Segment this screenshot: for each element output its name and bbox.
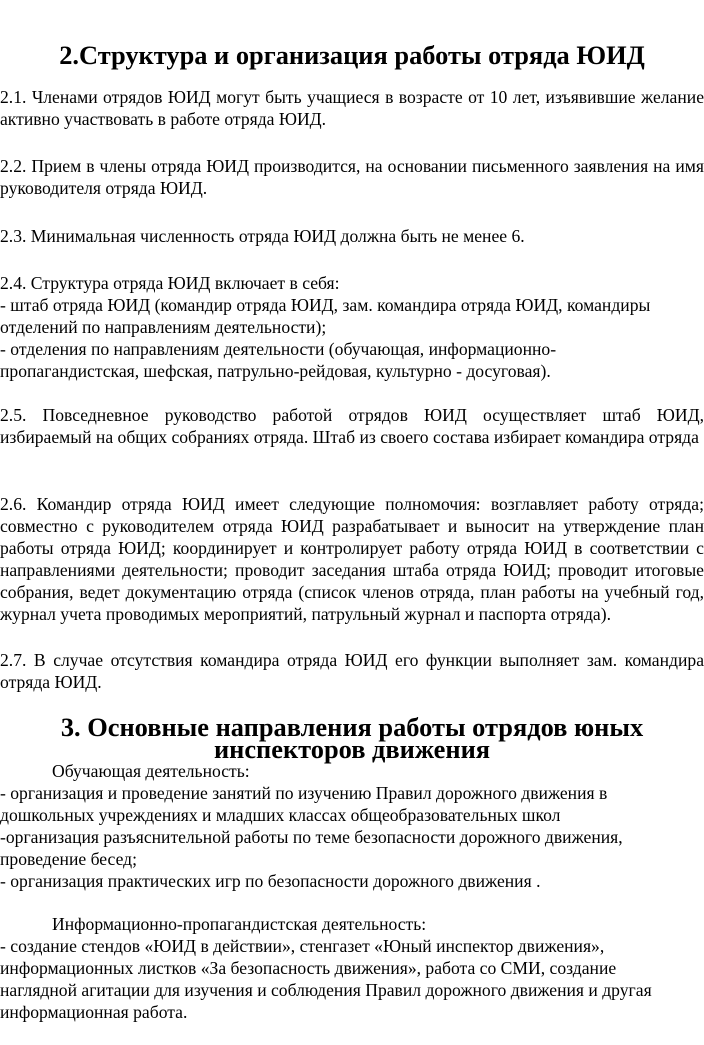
info-propaganda-activity-line: информационная работа. [0, 1002, 188, 1022]
section-3-title: 3. Основные направления работы отрядов юных инспекторов движения [60, 712, 644, 764]
paragraph-2-4-line: - отделения по направлениям деятельности (обучающая, информационно- [0, 339, 557, 359]
paragraph-2-5: 2.5. Повседневное руководство работой отрядов ЮИД осуществляет штаб ЮИД, избираемый на общих собраниях отряда. Штаб из своего состава избирает командира отряда [0, 405, 704, 447]
educational-activity-heading: Обучающая деятельность: [52, 761, 250, 781]
educational-activity [0, 760, 704, 892]
educational-activity-line: проведение бесед; [0, 849, 137, 869]
paragraph-2-4-line: отделений по направлениям деятельности); [0, 317, 327, 337]
educational-activity-line: - организация и проведение занятий по изучению Правил дорожного движения в [0, 783, 608, 803]
paragraph-2-3: 2.3. Минимальная численность отряда ЮИД должна быть не менее 6. [0, 226, 525, 246]
section-2-title: 2.Структура и организация работы отряда ЮИД [59, 40, 645, 70]
educational-activity-line: -организация разъяснительной работы по теме безопасности дорожного движения, [0, 827, 623, 847]
paragraph-2-2: 2.2. Прием в члены отряда ЮИД производится, на основании письменного заявления на имя руководителя отряда ЮИД. [0, 156, 704, 198]
info-propaganda-activity-line: - создание стендов «ЮИД в действии», стенгазет «Юный инспектор движения», [0, 936, 605, 956]
paragraph-2-4 [0, 272, 704, 382]
info-propaganda-activity-line: наглядной агитации для изучения и соблюдения Правил дорожного движения и другая [0, 980, 652, 1000]
paragraph-2-4-line: пропагандистская, шефская, патрульно-рейдовая, культурно - досуговая). [0, 361, 551, 381]
educational-activity-line: дошкольных учреждениях и младших классах общеобразовательных школ [0, 805, 561, 825]
paragraph-2-6: 2.6. Командир отряда ЮИД имеет следующие полномочия: возглавляет работу отряда; совместно с руководителем отряда ЮИД разрабатывает и выносит на утверждение план работы отряда ЮИД; координирует и контролирует работу отряда ЮИД в соответствии с направлениями деятельности; проводит заседания штаба отряда ЮИД; проводит итоговые собрания, ведет документацию отряда (список членов отряда, план работы на учебный год, журнал учета проводимых мероприятий, патрульный журнал и паспорта отряда). [0, 494, 704, 624]
paragraph-2-4-line: - штаб отряда ЮИД (командир отряда ЮИД, зам. командира отряда ЮИД, командиры [0, 295, 651, 315]
paragraph-2-4-line: 2.4. Структура отряда ЮИД включает в себя: [0, 273, 340, 293]
info-propaganda-activity-heading: Информационно-пропагандистская деятельность: [52, 914, 427, 934]
paragraph-2-7: 2.7. В случае отсутствия командира отряда ЮИД его функции выполняет зам. командира отряда ЮИД. [0, 650, 704, 692]
educational-activity-line: - организация практических игр по безопасности дорожного движения . [0, 871, 541, 891]
paragraph-2-1: 2.1. Членами отрядов ЮИД могут быть учащиеся в возрасте от 10 лет, изъявившие желание активно участвовать в работе отряда ЮИД. [0, 87, 704, 129]
info-propaganda-activity [0, 913, 704, 1023]
info-propaganda-activity-line: информационных листков «За безопасность движения», работа со СМИ, создание [0, 958, 617, 978]
